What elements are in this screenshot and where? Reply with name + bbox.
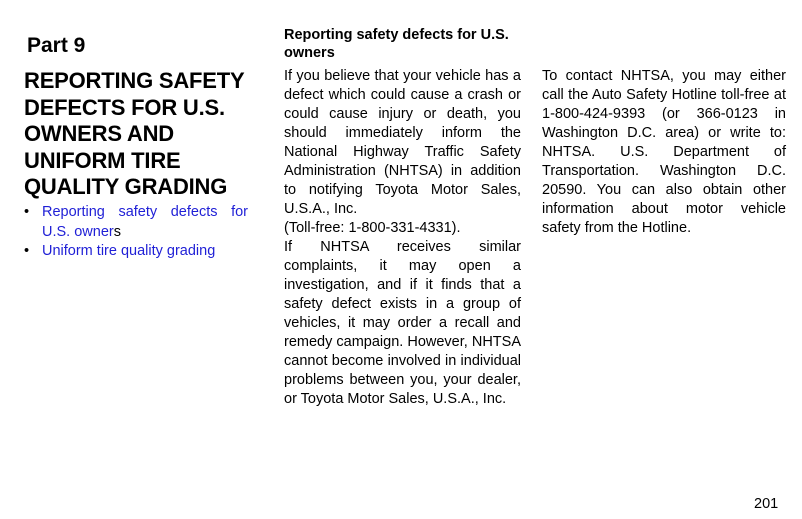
paragraph-defect-report: If you believe that your vehicle has a defect which could cause a crash or could cause injury or death, you should immediately inform the National Highway Traffic Safety Administration (NHTSA) in addition to notifying Toyota Motor Sales, U.S.A., Inc. xyxy=(284,68,521,217)
toc-link-label[interactable]: Uniform tire quality grading xyxy=(42,243,216,259)
bullet-icon: • xyxy=(24,204,30,220)
paragraph-nhtsa-investigation: If NHTSA receives similar complaints, it may open a investigation, and if it finds that a safety defect exists in a group of vehicles, it may order a recall and remedy campaign. However, NHTSA cannot become involved in individual problems between you, your dealer, or Toyota Motor Sales, U.S.A., Inc. xyxy=(284,239,521,407)
toc-item-uniform-tire-quality-grading[interactable] xyxy=(24,242,248,262)
paragraph-contact-nhtsa: To contact NHTSA, you may either call the Auto Safety Hotline toll-free at 1-800-424-9393 (or 366-0123 in Washington D.C. area) or write to: NHTSA. U.S. Department of Transportation. Washington D.C. 20590. You can also obtain other information about motor vehicle safety from the Hotline. xyxy=(542,68,786,236)
section-heading: Reporting safety defects for U.S. owners xyxy=(284,27,509,61)
toc-link-suffix: s xyxy=(113,223,121,240)
table-of-contents xyxy=(24,203,248,262)
toc-link-label[interactable]: Reporting safety defects for U.S. owner xyxy=(42,204,248,240)
body-column-left xyxy=(284,67,521,409)
part-label: Part 9 xyxy=(27,34,86,57)
page-number: 201 xyxy=(754,496,779,512)
chapter-title: REPORTING SAFETY DEFECTS FOR U.S. OWNERS AND UNIFORM TIRE QUALITY GRADING xyxy=(24,68,245,199)
toc-item-reporting-safety-defects[interactable] xyxy=(24,203,248,242)
paragraph-toll-free: (Toll-free: 1-800-331-4331). xyxy=(284,220,461,236)
body-column-right xyxy=(542,67,786,238)
bullet-icon: • xyxy=(24,243,30,259)
